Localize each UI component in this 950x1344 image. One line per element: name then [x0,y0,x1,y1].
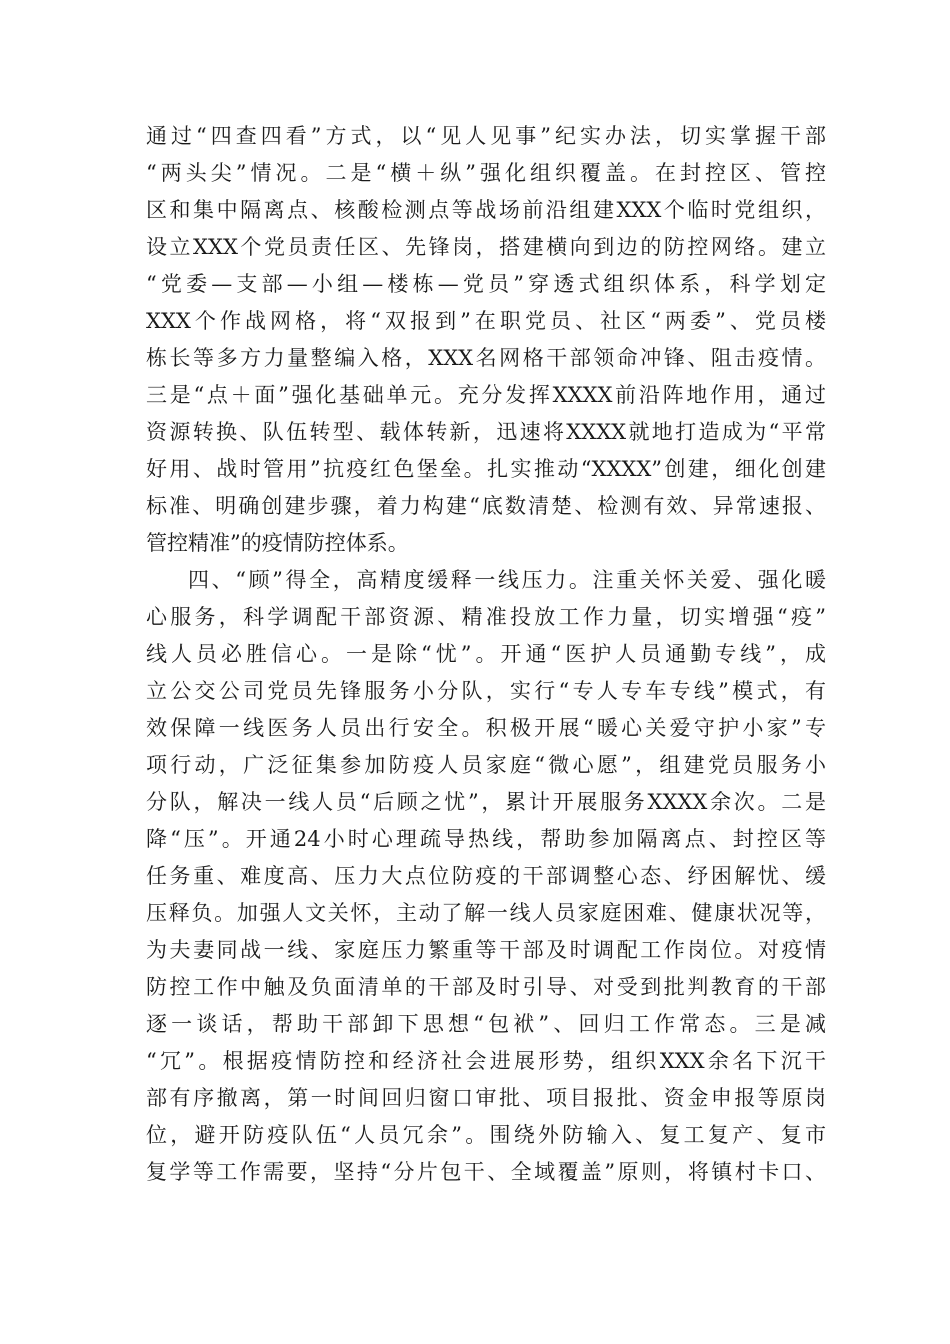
text-line: 项行动，广泛征集参加防疫人员家庭“微心愿”，组建党员服务小 [146,753,826,777]
text-line: 任务重、难度高、压力大点位防疫的干部调整心态、纾困解忧、缓 [146,864,826,888]
paragraph-start-line: 四、“顾”得全，高精度缓释一线压力。注重关怀关爱、强化暖 [188,568,826,592]
text-line: 栋长等多方力量整编入格，XXX名网格干部领命冲锋、阻击疫情。 [146,346,826,370]
text-line: 逐一谈话，帮助干部卸下思想“包袱”、回归工作常态。三是减 [146,1012,826,1036]
text-line: 降“压”。开通24小时心理疏导热线，帮助参加隔离点、封控区等 [146,827,826,851]
text-line: 标准、明确创建步骤，着力构建“底数清楚、检测有效、异常速报、 [146,494,826,518]
text-line: 好用、战时管用”抗疫红色堡垒。扎实推动“XXXX”创建，细化创建 [146,457,826,481]
text-line: “党委—支部—小组—楼栋—党员”穿透式组织体系，科学划定 [146,272,826,296]
text-line: 心服务，科学调配干部资源、精准投放工作力量，切实增强“疫” [146,605,826,629]
text-line: 分队，解决一线人员“后顾之忧”，累计开展服务XXXX余次。二是 [146,790,826,814]
text-line: 复学等工作需要，坚持“分片包干、全域覆盖”原则，将镇村卡口、 [146,1160,826,1184]
text-line: 资源转换、队伍转型、载体转新，迅速将XXXX就地打造成为“平常 [146,420,826,444]
text-line: 区和集中隔离点、核酸检测点等战场前沿组建XXX个临时党组织， [146,198,826,222]
text-line: “两头尖”情况。二是“横＋纵”强化组织覆盖。在封控区、管控 [146,161,826,185]
text-line: 线人员必胜信心。一是除“忧”。开通“医护人员通勤专线”，成 [146,642,826,666]
text-line: 防控工作中触及负面清单的干部及时引导、对受到批判教育的干部 [146,975,826,999]
text-line: 部有序撤离，第一时间回归窗口审批、项目报批、资金申报等原岗 [146,1086,826,1110]
text-line: 效保障一线医务人员出行安全。积极开展“暖心关爱守护小家”专 [146,716,826,740]
text-line: 设立XXX个党员责任区、先锋岗，搭建横向到边的防控网络。建立 [146,235,826,259]
text-line: 压释负。加强人文关怀，主动了解一线人员家庭困难、健康状况等， [146,901,826,925]
text-line: 位，避开防疫队伍“人员冗余”。围绕外防输入、复工复产、复市 [146,1123,826,1147]
text-line: 立公交公司党员先锋服务小分队，实行“专人专车专线”模式，有 [146,679,826,703]
text-line: XXX个作战网格，将“双报到”在职党员、社区“两委”、党员楼 [146,309,826,333]
text-line: 为夫妻同战一线、家庭压力繁重等干部及时调配工作岗位。对疫情 [146,938,826,962]
text-line: “冗”。根据疫情防控和经济社会进展形势，组织XXX余名下沉干 [146,1049,826,1073]
document-body [146,118,826,1191]
text-line: 管控精准”的疫情防控体系。 [146,531,409,555]
text-line: 三是“点＋面”强化基础单元。充分发挥XXXX前沿阵地作用，通过 [146,383,826,407]
text-line: 通过“四查四看”方式，以“见人见事”纪实办法，切实掌握干部 [146,124,826,148]
